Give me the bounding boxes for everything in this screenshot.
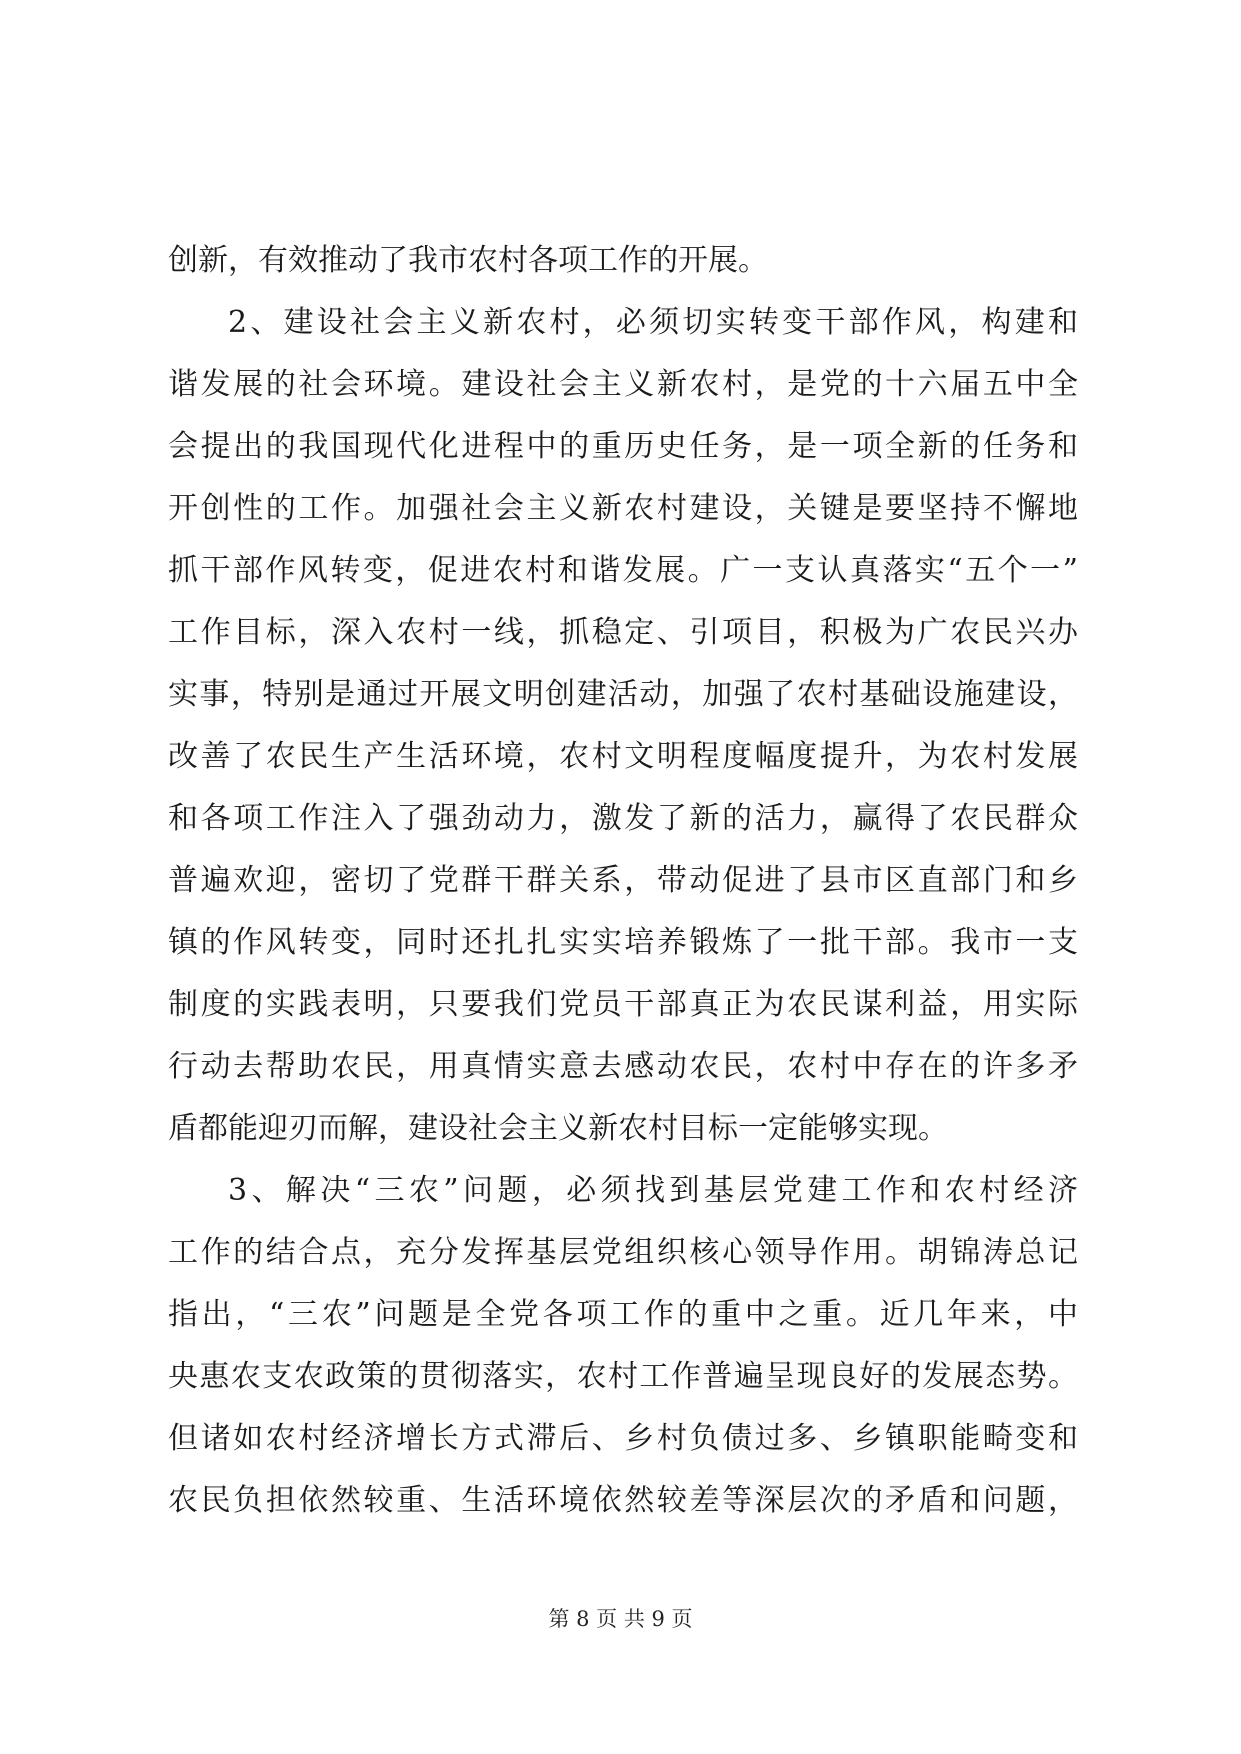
text-line: 工作目标，深入农村一线，抓稳定、引项目，积极为广农民兴办 — [168, 615, 1078, 650]
text-line: 但诸如农村经济增长方式滞后、乡村负债过多、乡镇职能畸变和 — [168, 1421, 1078, 1456]
text-line: 工作的结合点，充分发挥基层党组织核心领导作用。胡锦涛总记 — [168, 1235, 1078, 1270]
text-line: 农民负担依然较重、生活环境依然较差等深层次的矛盾和问题， — [168, 1483, 1078, 1518]
text-line: 盾都能迎刃而解，建设社会主义新农村目标一定能够实现。 — [168, 1111, 948, 1146]
text-line: 普遍欢迎，密切了党群干群关系，带动促进了县市区直部门和乡 — [168, 863, 1078, 898]
text-line: 行动去帮助农民，用真情实意去感动农民，农村中存在的许多矛 — [168, 1049, 1078, 1084]
text-line: 镇的作风转变，同时还扎扎实实培养锻炼了一批干部。我市一支 — [168, 925, 1078, 960]
text-line: 谐发展的社会环境。建设社会主义新农村，是党的十六届五中全 — [168, 367, 1078, 402]
text-line: 创新，有效推动了我市农村各项工作的开展。 — [168, 243, 768, 278]
text-line: 央惠农支农政策的贯彻落实，农村工作普遍呈现良好的发展态势。 — [168, 1359, 1078, 1394]
text-line: 实事，特别是通过开展文明创建活动，加强了农村基础设施建设， — [168, 677, 1078, 712]
text-line: 指出，“三农”问题是全党各项工作的重中之重。近几年来，中 — [168, 1297, 1078, 1332]
text-line: 开创性的工作。加强社会主义新农村建设，关键是要坚持不懈地 — [168, 491, 1078, 526]
body-text — [168, 230, 1078, 1532]
text-line: 改善了农民生产生活环境，农村文明程度幅度提升，为农村发展 — [168, 739, 1078, 774]
text-line: 会提出的我国现代化进程中的重历史任务，是一项全新的任务和 — [168, 429, 1078, 464]
text-line: 抓干部作风转变，促进农村和谐发展。广一支认真落实“五个一” — [168, 553, 1078, 588]
text-line: 制度的实践表明，只要我们党员干部真正为农民谋利益，用实际 — [168, 987, 1078, 1022]
paragraph-heading-line: 3、解决“三农”问题，必须找到基层党建工作和农村经济 — [228, 1173, 1078, 1208]
paragraph-heading-line: 2、建设社会主义新农村，必须切实转变干部作风，构建和 — [228, 305, 1078, 340]
page-number-footer: 第 8 页 共 9 页 — [548, 1607, 693, 1631]
text-line: 和各项工作注入了强劲动力，激发了新的活力，赢得了农民群众 — [168, 801, 1078, 836]
